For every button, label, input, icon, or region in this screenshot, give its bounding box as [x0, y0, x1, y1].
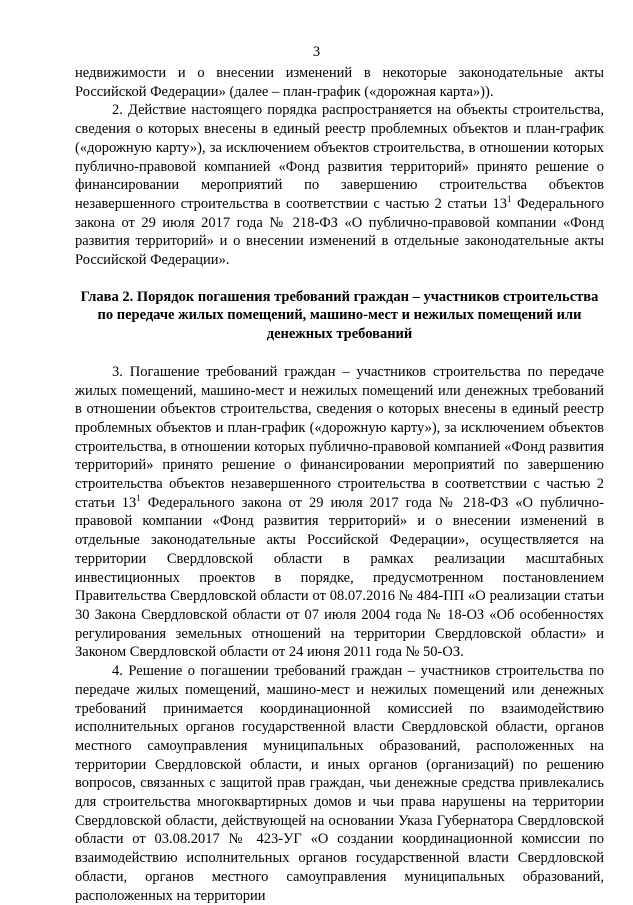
- paragraph-2-text: 2. Действие настоящего порядка распространяется на объекты строительства, сведения о которых внесены в единый реестр проблемных объектов и план-график («дорожную карту»), за исключением объектов строительства, в отношении которых публично-правовой компанией «Фонд развития территорий» принято решение о финансировании мероприятий по завершению строительства объектов незавершенного строительства в соответствии с частью 2 статьи 13: [75, 102, 604, 212]
- paragraph-3: [75, 363, 604, 662]
- paragraph-4: 4. Решение о погашении требований граждан – участников строительства по передаче жилых помещений, машино-мест и нежилых помещений или денежных требований принимается координационной комиссией по взаимодействию исполнительных органов государственной власти Свердловской области, органов местного самоуправления муниципальных образований, расположенных на территории Свердловской области, и иных органов (организаций) по решению вопросов, связанных с защитой прав граждан, чьи денежные средства привлекались для строительства многоквартирных домов и чьи права нарушены на территории Свердловской области, действующей на основании Указа Губернатора Свердловской области от 03.08.2017 № 423-УГ «О создании координационной комиссии по взаимодействию исполнительных органов государственной власти Свердловской области, органов местного самоуправления муниципальных образований, расположенных на территории: [75, 663, 604, 904]
- document-body: [75, 64, 604, 905]
- paragraph-2-superscript: 1: [507, 194, 512, 205]
- paragraph-continuation: недвижимости и о внесении изменений в некоторые законодательные акты Российской Федерации» (далее – план-график («дорожная карта»)).: [75, 65, 604, 100]
- paragraph-2-text-end: Федерального закона от 29 июля 2017 года № 218-ФЗ «О публично-правовой компании «Фонд развития территорий» и о внесении изменений в отдельные законодательные акты Российской Федерации».: [75, 195, 604, 269]
- chapter-heading: Глава 2. Порядок погашения требований граждан – участников строительства по передаче жилых помещений, машино-мест и нежилых помещений или денежных требований: [80, 288, 599, 343]
- paragraph-2: [75, 101, 604, 269]
- paragraph-3-text-end: Федерального закона от 29 июля 2017 года № 218-ФЗ «О публично-правовой компании «Фонд развития территорий» и о внесении изменений в отдельные законодательные акты Российской Федерации», осуществляется на территории Свердловской области в рамках реализации масштабных инвестиционных проектов в порядке, предусмотренном постановлением Правительства Свердловской области от 08.07.2016 № 484-ПП «О реализации статьи 30 Закона Свердловской области от 07 июля 2004 года № 18-ОЗ «Об особенностях регулирования земельных отношений на территории Свердловской области» и Законом Свердловской области от 24 июня 2011 года № 50-ОЗ.: [75, 494, 604, 661]
- page-number: 3: [312, 44, 321, 60]
- paragraph-3-superscript: 1: [136, 492, 141, 503]
- paragraph-3-text: 3. Погашение требований граждан – участников строительства по передаче жилых помещений, машино-мест и нежилых помещений или денежных требований в отношении объектов строительства, сведения о которых внесены в единый реестр проблемных объектов и план-график («дорожную карту»), за исключением объектов строительства, в отношении которых публично-правовой компанией «Фонд развития территорий» принято решение о финансировании мероприятий по завершению строительства объектов незавершенного строительства в соответствии с частью 2 статьи 13: [75, 363, 604, 511]
